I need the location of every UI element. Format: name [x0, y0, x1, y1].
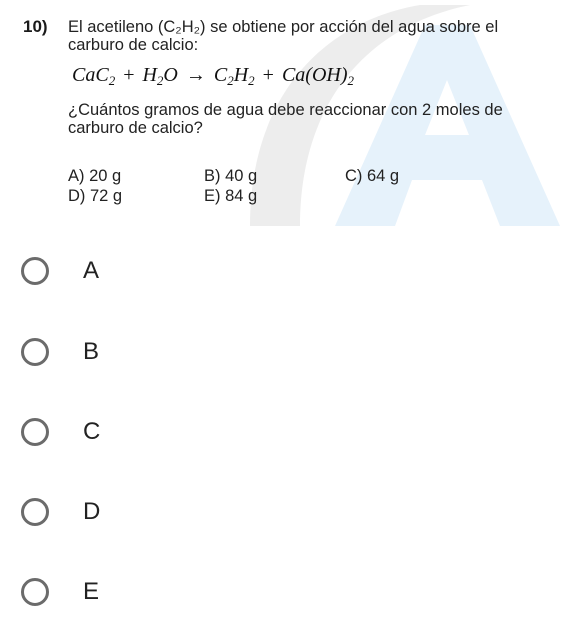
question-card: [0, 0, 567, 226]
option-a[interactable]: [0, 242, 567, 306]
option-label-c: C: [83, 418, 101, 445]
option-b[interactable]: [0, 323, 567, 387]
choice-text-c: C) 64 g: [345, 167, 400, 185]
option-label-d: D: [83, 498, 101, 525]
radio-button-a[interactable]: [21, 257, 49, 285]
chemical-equation: $CaC_2 + H_2O \to C_2H_2 + Ca(OH)_2$: [72, 64, 354, 88]
radio-button-b[interactable]: [21, 338, 49, 366]
choice-text-e: E) 84 g: [204, 187, 258, 205]
choice-text-a: A) 20 g: [68, 167, 122, 185]
option-label-b: B: [83, 338, 100, 365]
radio-button-e[interactable]: [21, 578, 49, 606]
radio-button-d[interactable]: [21, 498, 49, 526]
question-prompt: ¿Cuántos gramos de agua debe reaccionar con 2 moles de carburo de calcio?: [68, 101, 503, 137]
option-c[interactable]: [0, 403, 567, 467]
question-number: 10): [23, 17, 48, 36]
option-label-e: E: [83, 578, 100, 605]
option-d[interactable]: [0, 483, 567, 547]
choice-text-d: D) 72 g: [68, 187, 123, 205]
option-label-a: A: [83, 257, 100, 284]
radio-button-c[interactable]: [21, 418, 49, 446]
option-e[interactable]: [0, 563, 567, 627]
question-stem: El acetileno (C₂H₂) se obtiene por acción del agua sobre el carburo de calcio:: [68, 18, 499, 54]
choice-text-b: B) 40 g: [204, 167, 258, 185]
